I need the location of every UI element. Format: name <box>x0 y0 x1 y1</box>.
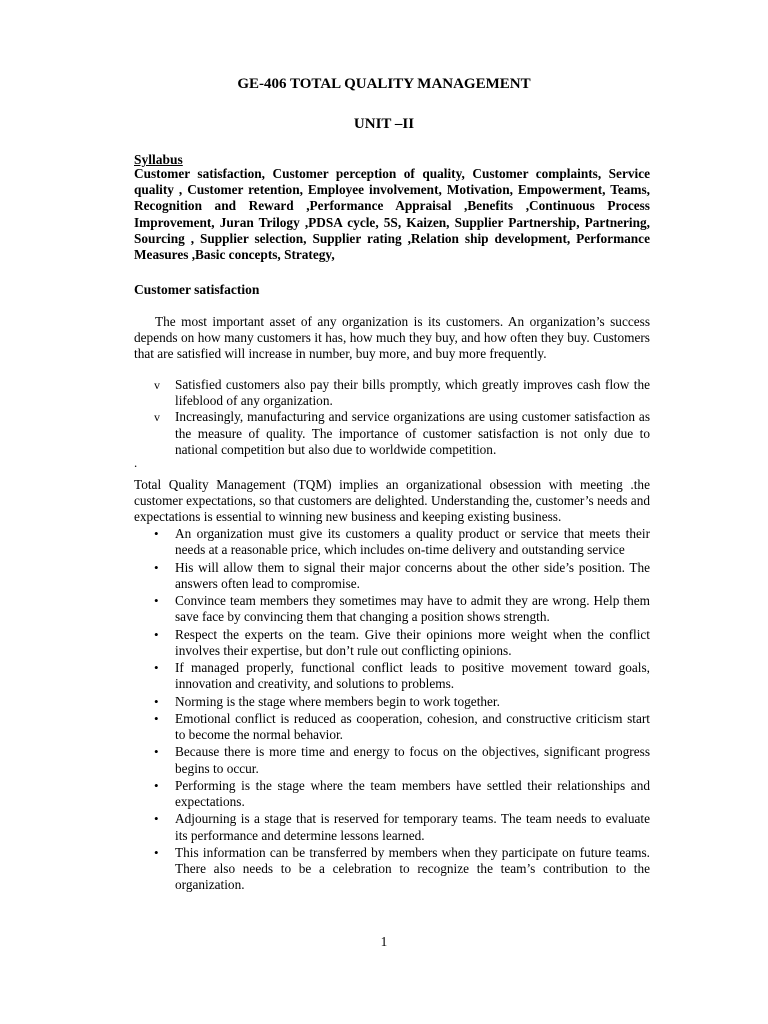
page-number: 1 <box>380 934 388 949</box>
bullet-item <box>134 660 650 692</box>
unit-heading: UNIT –II <box>353 116 415 132</box>
bullet-marker: • <box>154 777 159 793</box>
v-marker: v <box>154 378 160 392</box>
bullet-item <box>134 711 650 743</box>
stray-dot: . <box>134 455 138 470</box>
section-heading: Customer satisfaction <box>134 282 260 297</box>
bullet-item <box>134 811 650 843</box>
bullet-text: His will allow them to signal their major concerns about the other side’s position. The answers often lead to compromise. <box>175 559 650 591</box>
bullet-text: Convince team members they sometimes may have to admit they are wrong. Help them save face by convincing them that changing a position shows strength. <box>175 593 650 625</box>
bullet-marker: • <box>154 710 159 726</box>
v-marker: v <box>154 410 160 425</box>
bullet-marker: • <box>154 559 159 575</box>
v-point-text: Increasingly, manufacturing and service organizations are using customer satisfaction as the measure of quality. The importance of customer satisfaction is not only due to national competition but also due to worldwide competition. <box>175 409 650 457</box>
tqm-paragraph: Total Quality Management (TQM) implies an organizational obsession with meeting .the customer expectations, so that customers are delighted. Understanding the, customer’s needs and expectations is essential to winning new business and keeping existing business. <box>134 477 650 525</box>
bullet-item <box>134 744 650 776</box>
bullet-list <box>134 526 650 895</box>
bullet-text: Because there is more time and energy to focus on the objectives, significant progress begins to occur. <box>175 744 650 776</box>
bullet-marker: • <box>154 744 159 760</box>
syllabus-text: Customer satisfaction, Customer perception of quality, Customer complaints, Service quality , Customer retention, Employee involvement, Motivation, Empowerment, Teams, Recognition and Reward ,Performance Appraisal ,Benefits ,Continuous Process Improvement, Juran Trilogy ,PDSA cycle, 5S, Kaizen, Supplier Partnership, Partnering, Sourcing , Supplier selection, Supplier rating ,Relation ship development, Performance Measures ,Basic concepts, Strategy, <box>134 166 650 263</box>
bullet-marker: • <box>154 811 159 827</box>
bullet-item <box>134 593 650 625</box>
bullet-item <box>134 560 650 592</box>
bullet-marker: • <box>154 626 159 642</box>
bullet-item <box>134 778 650 810</box>
bullet-item <box>134 845 650 894</box>
bullet-text: This information can be transferred by members when they participate on future teams. There also needs to be a celebration to recognize the team’s contribution to the organization. <box>175 844 650 893</box>
v-point-item <box>134 377 650 409</box>
bullet-text: Respect the experts on the team. Give their opinions more weight when the conflict involves their expertise, but don’t rule out conflicting opinions. <box>175 626 650 658</box>
bullet-item <box>134 694 650 710</box>
document-title: GE-406 TOTAL QUALITY MANAGEMENT <box>237 76 531 92</box>
bullet-text: An organization must give its customers a quality product or service that meets their needs at a reasonable price, which includes on-time delivery and outstanding service <box>175 526 650 558</box>
v-point-item <box>134 409 650 458</box>
bullet-marker: • <box>154 660 159 675</box>
bullet-text: Adjourning is a stage that is reserved for temporary teams. The team needs to evaluate its performance and determine lessons learned. <box>175 811 650 843</box>
intro-paragraph: The most important asset of any organization is its customers. An organization’s success depends on how many customers it has, how much they buy, and how often they buy. Customers that are satisfied will increase in number, buy more, and buy more frequently. <box>134 314 650 362</box>
syllabus-heading: Syllabus <box>134 152 183 167</box>
v-point-text: Satisfied customers also pay their bills promptly, which greatly improves cash flow the lifeblood of any organization. <box>175 377 650 409</box>
bullet-marker: • <box>154 844 159 860</box>
bullet-text: Performing is the stage where the team members have settled their relationships and expectations. <box>175 777 650 809</box>
bullet-item <box>134 526 650 558</box>
bullet-text: Emotional conflict is reduced as cooperation, cohesion, and constructive criticism start to become the normal behavior. <box>175 710 650 742</box>
bullet-item <box>134 627 650 659</box>
bullet-marker: • <box>154 693 159 709</box>
bullet-marker: • <box>154 526 159 541</box>
bullet-marker: • <box>154 593 159 608</box>
v-point-list <box>134 377 650 458</box>
bullet-text: Norming is the stage where members begin to work together. <box>175 693 500 709</box>
bullet-text: If managed properly, functional conflict leads to positive movement toward goals, innovation and creativity, and solutions to problems. <box>175 660 650 692</box>
